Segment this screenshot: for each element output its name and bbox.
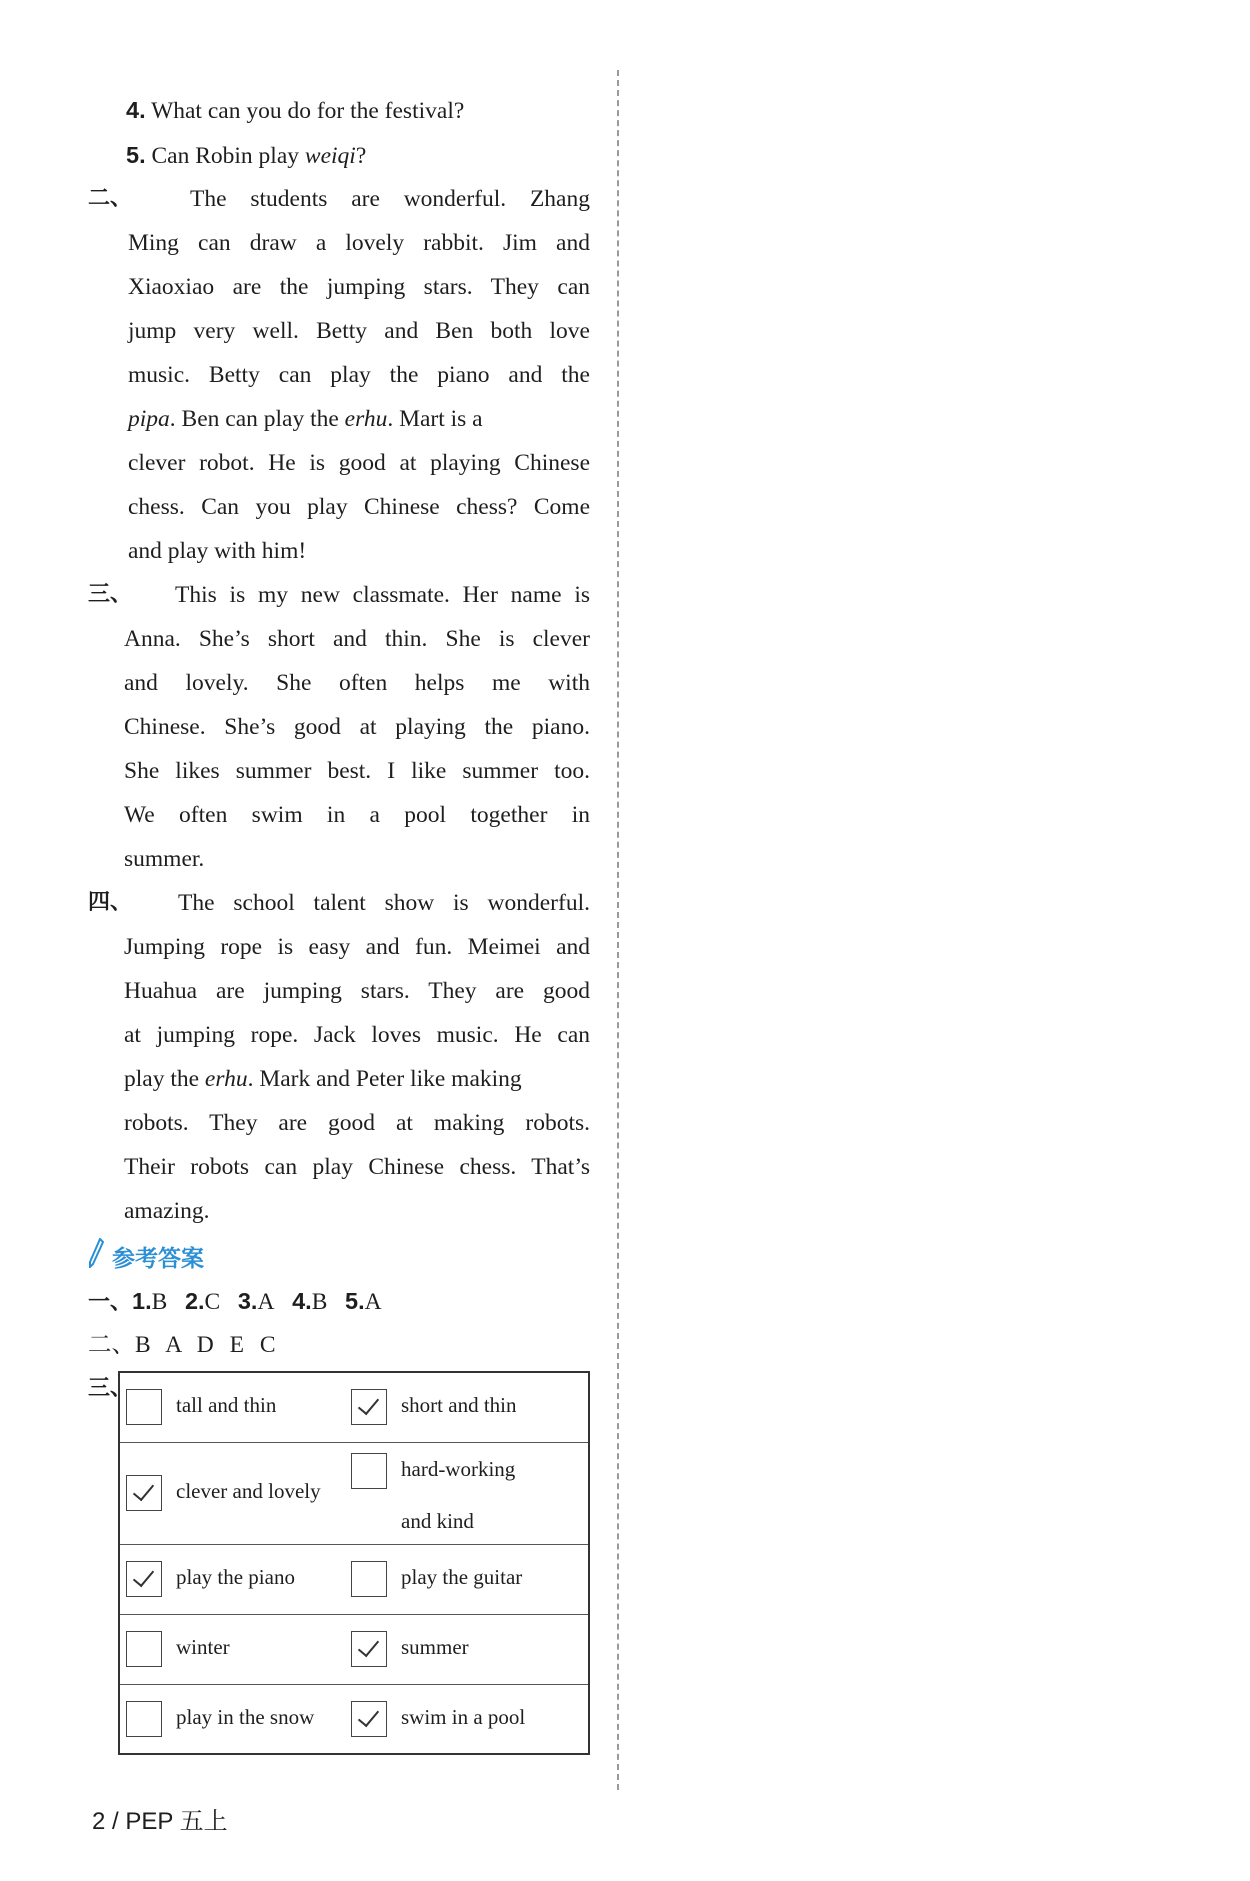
s4-line-1: The school talent show is wonderful. [178,890,590,916]
s3-line-7: summer. [124,846,205,872]
checkbox [351,1561,387,1597]
table-row: tall and thin short and thin [119,1372,589,1442]
s4-line-3: Huahua are jumping stars. They are good [124,978,590,1004]
column-divider [617,70,619,1790]
s4-line-2: Jumping rope is easy and fun. Meimei and [124,934,590,960]
page-footer: 2 / PEP 五上 [92,1808,228,1835]
pencil-icon [88,1238,104,1268]
checkbox [126,1389,162,1425]
s2-line-6: pipa. Ben can play the erhu. Mart is a [128,406,483,432]
s3-line-3: and lovely. She often helps me with [124,670,590,696]
s2-line-3: Xiaoxiao are the jumping stars. They can [128,274,590,300]
s3-line-5: She likes summer best. I like summer too. [124,758,590,784]
s2-line-4: jump very well. Betty and Ben both love [128,318,590,344]
s2-line-2: Ming can draw a lovely rabbit. Jim and [128,230,590,256]
s3-line-1: This is my new classmate. Her name is [175,582,590,608]
answers-title: 参考答案 [112,1246,204,1272]
s3-line-4: Chinese. She’s good at playing the piano. [124,714,590,740]
s4-line-7: Their robots can play Chinese chess. That’s [124,1154,590,1180]
s3-line-2: Anna. She’s short and thin. She is clever [124,626,590,652]
table-row: play the piano play the guitar [119,1544,589,1614]
s3-line-6: We often swim in a pool together in [124,802,590,828]
book-series: PEP 五上 [125,1808,228,1835]
section-4-label: 四、 [88,890,133,915]
checked-box-icon [351,1389,387,1425]
question-4: 4. What can you do for the festival? [126,97,465,124]
s2-line-5: music. Betty can play the piano and the [128,362,590,388]
question-5: 5. Can Robin play weiqi? [126,142,367,169]
answer-table [118,1371,590,1755]
answer-row-3-label: 三、 [88,1376,133,1401]
s4-line-8: amazing. [124,1198,210,1224]
table-row: clever and lovely hard-working and kind [119,1442,589,1544]
table-row: winter summer [119,1614,589,1684]
checkbox [351,1453,387,1489]
page-number: 2 [92,1808,106,1835]
table-row: play in the snow swim in a pool [119,1684,589,1754]
answer-row-2: 二、B A D E C [88,1332,276,1358]
checkbox [126,1701,162,1737]
section-3-label: 三、 [88,582,133,607]
checked-box-icon [126,1561,162,1597]
answer-row-1: 一、1.B 2.C 3.A 4.B 5.A [88,1288,382,1315]
s4-line-6: robots. They are good at making robots. [124,1110,590,1136]
s2-line-8: chess. Can you play Chinese chess? Come [128,494,590,520]
s2-line-7: clever robot. He is good at playing Chinese [128,450,590,476]
checked-box-icon [126,1475,162,1511]
section-2-label: 二、 [88,186,133,211]
s2-line-9: and play with him! [128,538,307,564]
s4-line-5: play the erhu. Mark and Peter like making [124,1066,522,1092]
checked-box-icon [351,1631,387,1667]
s4-line-4: at jumping rope. Jack loves music. He can [124,1022,590,1048]
checked-box-icon [351,1701,387,1737]
checkbox [126,1631,162,1667]
s2-line-1: The students are wonderful. Zhang [190,186,590,212]
